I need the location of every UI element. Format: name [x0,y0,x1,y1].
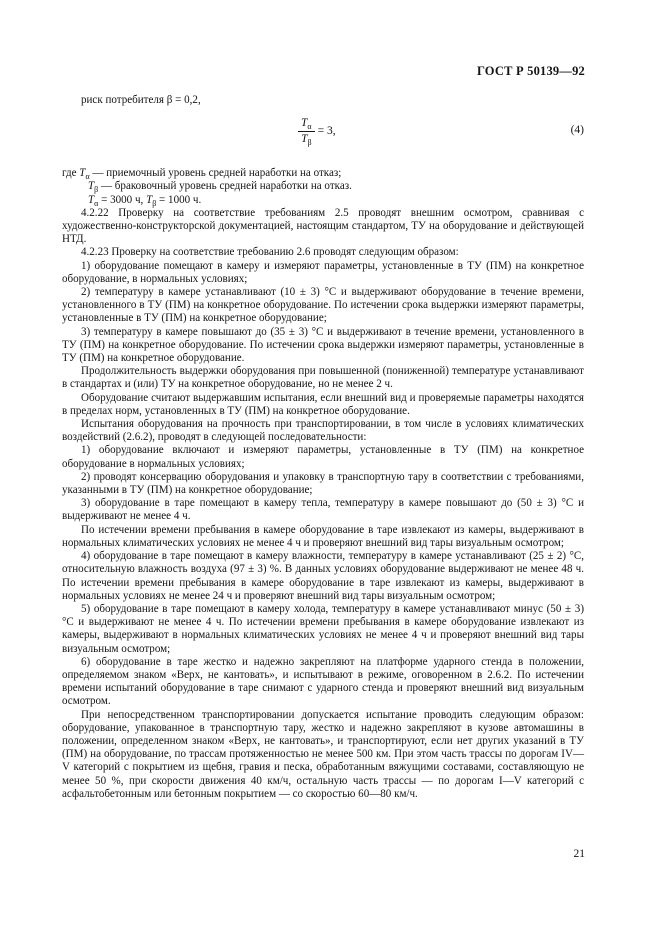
definition-row: $T_\beta$ — браковочный уровень средней наработки на отказ. [88,180,352,195]
page-number: 21 [573,848,585,860]
list-item: 5) оборудование в таре помещают в камеру холода, температуру в камере устанавливают минус (50 ± 3) °С и выдерживают не менее 4 ч. По истечении времени пребывания в камере оборудование извлекают из камеры, выдерживают в нормальных климатических условиях не менее 4 ч и проверяют внешний вид тары визуальным осмотром; [62,602,584,655]
list-item: 6) оборудование в таре жестко и надежно закрепляют на платформе ударного стенда в положении, определяемом знаком «Верх, не кантовать», и испытывают в режиме, оговоренном в 2.6.2. По истечении времени испытаний оборудование в таре снимают с ударного стенда и проверяют внешний вид визуальным осмотром. [62,655,584,708]
paragraph: Оборудование считают выдержавшим испытания, если внешний вид и проверяемые параметры находятся в пределах норм, установленных в ТУ (ПМ) на конкретное оборудование. [62,391,584,417]
list-item: 2) температуру в камере устанавливают (10 ± 3) °С и выдерживают оборудование в течение времени, установленного в ТУ (ПМ) на конкретное оборудование. По истечении срока выдержки измеряют параметры, установленные в ТУ (ПМ) на конкретное оборудование; [62,286,584,325]
list-item: 3) оборудование в таре помещают в камеру тепла, температуру в камере повышают до (50 ± 3) °С и выдерживают не менее 4 ч. [62,497,584,523]
list-item: 3) температуру в камере повышают до (35 ± 3) °С и выдерживают в течение времени, установленного в ТУ (ПМ) на конкретное оборудование. По истечении срока выдержки измеряют параметры, установленные в ТУ (ПМ) на конкретное оборудование. [62,325,584,365]
list-item: 1) оборудование включают и измеряют параметры, установленные в ТУ (ПМ) на конкретное оборудование в нормальных условиях; [62,444,584,470]
paragraph: Продолжительность выдержки оборудования при повышенной (пониженной) температуре устанавливают в стандартах и (или) ТУ на конкретное оборудование, но не менее 2 ч. [62,365,584,391]
equation-number: (4) [570,124,584,137]
definition-row: где $T_\alpha$ — приемочный уровень средней наработки на отказ; [62,167,342,182]
paragraph: При непосредственном транспортировании допускается испытание проводить следующим образом: оборудование, упакованное в транспортную тару, жестко и надежно закрепляют в кузове автомашины в положении, определенном знаком «Верх, не кантовать», и транспортируют, если нет других указаний в ТУ (ПМ) на оборудование, по трассам протяженностью не менее 500 км. При этом часть трассы по дорогам IV—V категорий с покрытием из щебня, гравия и песка, обработанным вяжущими составами, составляющую не менее 50 %, при скорости движения 40 км/ч, остальную часть трассы — по дорогам I—V категорий с асфальтобетонным или бетонным покрытием — со скоростью 60—80 км/ч. [62,708,584,800]
paragraph: Испытания оборудования на прочность при транспортировании, в том числе в условиях климатических воздействий (2.6.2), проводят в следующей последовательности: [62,418,584,444]
formula-denominator: $T_\beta$ [301,133,312,148]
definition-values: $T_\alpha = 3000$ ч, $T_\beta = 1000$ ч. [88,193,202,208]
formula-fraction [298,117,336,146]
symbol-definitions [62,167,584,207]
list-item: 1) оборудование помещают в камеру и измеряют параметры, установленные в ТУ (ПМ) на конкретное оборудование, в нормальных условиях; [62,259,584,285]
standard-designation: ГОСТ Р 50139—92 [476,64,585,78]
formula-numerator: $T_\alpha$ [298,117,315,132]
list-item: 4) оборудование в таре помещают в камеру влажности, температуру в камере устанавливают (25 ± 2) °С, относительную влажность воздуха (97 ± 3) %. В данных условиях оборудование выдерживают не менее 48 ч. По истечении времени пребывания в камере оборудование в таре извлекают из камеры, выдерживают в нормальных условиях не менее 24 ч и проверяют внешний вид тары визуальным осмотром; [62,550,584,602]
clause-4-2-23: 4.2.23 Проверку на соответствие требованию 2.6 проводят следующим образом: [81,246,459,259]
clause-4-2-22: 4.2.22 Проверку на соответствие требованиям 2.5 проводят внешним осмотром, сравнивая с художественно-конструкторской документацией, настоящим стандартом, ТУ на оборудование и действующей НТД. [62,206,584,246]
paragraph: По истечении времени пребывания в камере оборудование в таре извлекают из камеры, выдерживают в нормальных климатических условиях не менее 4 ч и проверяют внешний вид тары визуальным осмотром; [62,523,584,549]
formula-4 [62,117,584,163]
list-item: 2) проводят консервацию оборудования и упаковку в транспортную тару в соответствии с требованиями, указанными в ТУ (ПМ) на конкретное оборудование; [62,470,584,497]
formula-rhs: = 3, [317,125,336,138]
consumer-risk-line: риск потребителя β = 0,2, [81,94,201,106]
page-body [62,90,584,801]
